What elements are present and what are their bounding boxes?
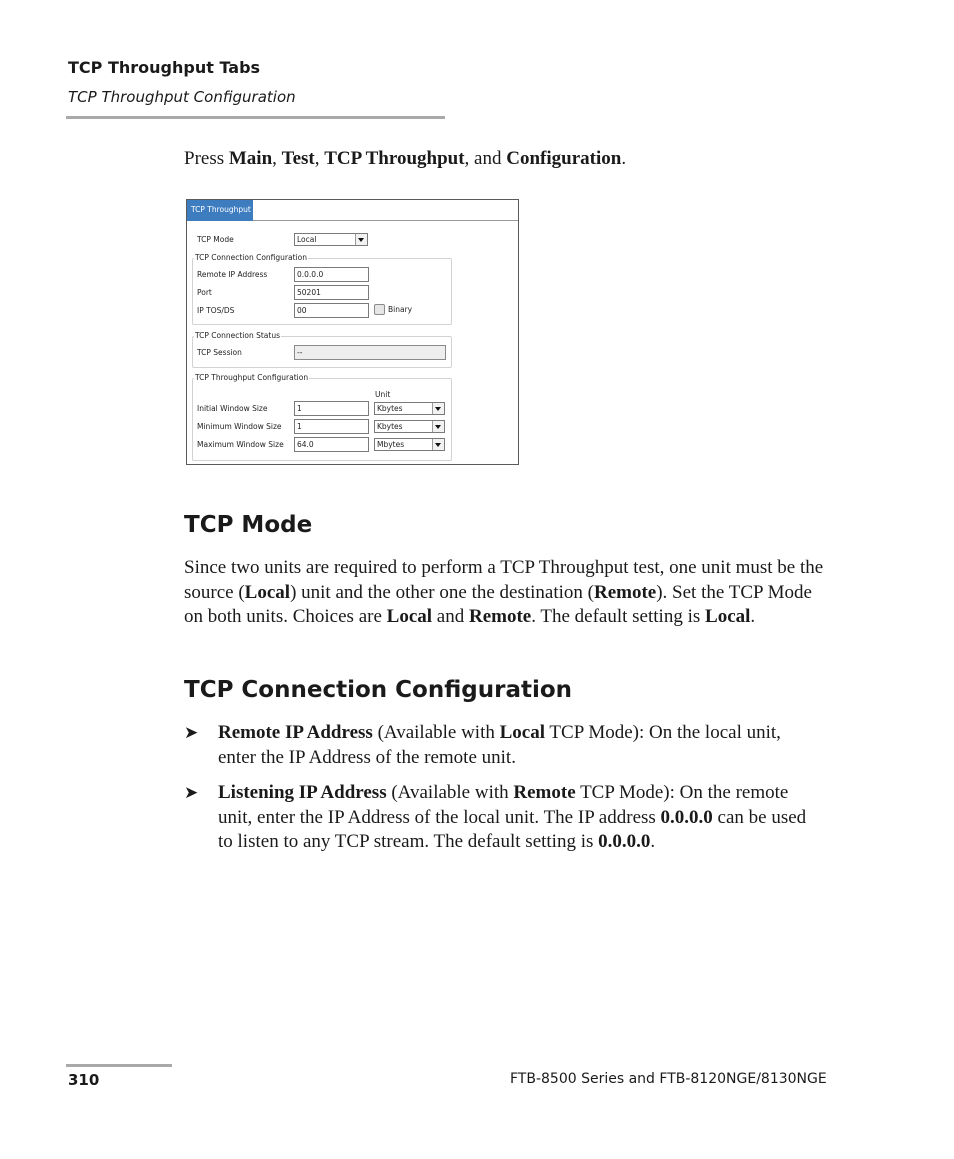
tcp-mode-paragraph: Since two units are required to perform a TCP Throughput test, one unit must be the source (Local) unit and the other one the destination (Remote). Set the TCP Mode on both units. Choices are Local and Remote. The default setting is Local. — [184, 557, 824, 627]
chevron-down-icon — [432, 403, 444, 414]
connection-status-title: TCP Connection Status — [195, 331, 281, 340]
tcp-mode-select[interactable]: Local — [294, 233, 368, 246]
section-header-title: TCP Throughput Tabs — [68, 58, 261, 77]
chevron-down-icon — [432, 421, 444, 432]
throughput-config-title: TCP Throughput Configuration — [195, 373, 309, 382]
port-label: Port — [197, 288, 212, 297]
chevron-down-icon — [355, 234, 367, 245]
remote-ip-label: Remote IP Address — [197, 270, 268, 279]
initial-window-input[interactable]: 1 — [294, 401, 369, 416]
tab-tcp-throughput[interactable]: TCP Throughput — [187, 200, 253, 221]
list-item: ➤ Listening IP Address (Available with Remote TCP Mode): On the remote unit, enter the IP Address of the local unit. The IP address 0.0.0.0 can be used to listen to any TCP stream. The default setting is 0.0.0.0. — [184, 782, 807, 852]
initial-window-label: Initial Window Size — [197, 404, 268, 413]
maximum-window-input[interactable]: 64.0 — [294, 437, 369, 452]
binary-checkbox[interactable] — [374, 304, 385, 315]
minimum-window-unit-select[interactable]: Kbytes — [374, 420, 445, 433]
tcp-connection-heading: TCP Connection Configuration — [184, 677, 573, 703]
unit-header: Unit — [375, 390, 391, 399]
tcp-throughput-screenshot — [186, 199, 519, 465]
remote-ip-input[interactable]: 0.0.0.0 — [294, 267, 369, 282]
minimum-window-input[interactable]: 1 — [294, 419, 369, 434]
header-divider — [66, 116, 445, 119]
footer-divider — [66, 1064, 172, 1067]
tab-strip-line — [253, 220, 518, 221]
page-number: 310 — [68, 1071, 100, 1089]
section-header-subtitle: TCP Throughput Configuration — [68, 88, 296, 106]
tcp-mode-label: TCP Mode — [197, 235, 234, 244]
maximum-window-label: Maximum Window Size — [197, 440, 284, 449]
initial-window-unit-select[interactable]: Kbytes — [374, 402, 445, 415]
arrow-bullet-icon: ➤ — [184, 783, 199, 802]
list-item: ➤ Remote IP Address (Available with Local TCP Mode): On the local unit, enter the IP Address of the remote unit. — [184, 722, 781, 768]
tos-input[interactable]: 00 — [294, 303, 369, 318]
intro-instruction: Press Main, Test, TCP Throughput, and Configuration. — [184, 148, 627, 169]
tos-label: IP TOS/DS — [197, 306, 235, 315]
arrow-bullet-icon: ➤ — [184, 723, 199, 742]
connection-config-title: TCP Connection Configuration — [195, 253, 307, 262]
minimum-window-label: Minimum Window Size — [197, 422, 282, 431]
tcp-session-label: TCP Session — [197, 348, 242, 357]
binary-label: Binary — [388, 305, 413, 314]
chevron-down-icon — [432, 439, 444, 450]
tcp-mode-heading: TCP Mode — [184, 512, 313, 538]
tcp-session-value: -- — [294, 345, 446, 360]
footer-product: FTB-8500 Series and FTB-8120NGE/8130NGE — [510, 1071, 827, 1087]
port-input[interactable]: 50201 — [294, 285, 369, 300]
maximum-window-unit-select[interactable]: Mbytes — [374, 438, 445, 451]
